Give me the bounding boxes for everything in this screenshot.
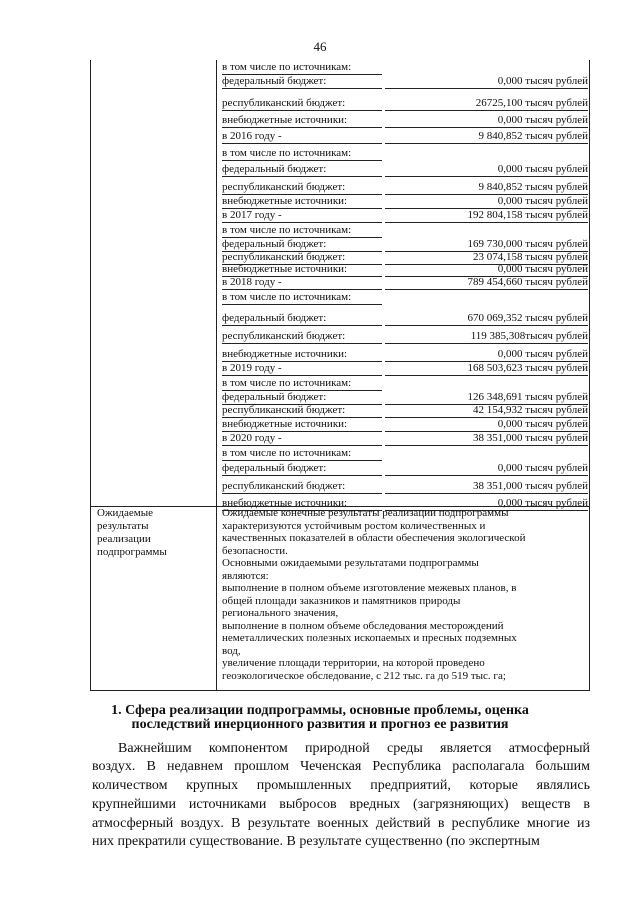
budget-row-value: 670 069,352 тысяч рублей xyxy=(385,312,588,326)
results-text-line: неметаллических полезных ископаемых и пресных подземных xyxy=(222,632,517,644)
results-text-line: регионального значения, xyxy=(222,607,339,619)
budget-row-label: в том числе по источникам: xyxy=(222,147,382,161)
body-line: количеством крупных промышленных предприятий, которые являлись xyxy=(92,778,590,793)
budget-row-value: 0,000 тысяч рублей xyxy=(385,497,588,511)
budget-row-value: 168 503,623 тысяч рублей xyxy=(385,362,588,376)
results-text-line: характеризуются устойчивым ростом количественных и xyxy=(222,519,486,532)
budget-row-label: внебюджетные источники: xyxy=(222,348,382,362)
budget-row-value: 119 385,308тысяч рублей xyxy=(385,330,588,344)
budget-row-value: 169 730,000 тысяч рублей xyxy=(385,238,588,252)
budget-row-value: 0,000 тысяч рублей xyxy=(385,75,588,89)
results-text-line: Основными ожидаемыми результатами подпрограммы xyxy=(222,557,479,569)
results-label-line: Ожидаемые xyxy=(97,507,154,519)
budget-row-label: федеральный бюджет: xyxy=(222,312,382,326)
budget-row-label: в том числе по источникам: xyxy=(222,224,382,238)
body-line: крупнейшими источниками выбросов вредных (загрязняющих) веществ в xyxy=(92,797,590,812)
budget-row-label: в том числе по источникам: xyxy=(222,447,382,461)
budget-row-label: внебюджетные источники: xyxy=(222,497,382,511)
results-label xyxy=(97,507,212,559)
budget-row-label: республиканский бюджет: xyxy=(222,480,382,494)
budget-row-value: 9 840,852 тысяч рублей xyxy=(385,130,588,144)
budget-row-label: федеральный бюджет: xyxy=(222,75,382,89)
budget-row-value: 0,000 тысяч рублей xyxy=(385,462,588,476)
budget-row-value: 0,000 тысяч рублей xyxy=(385,195,588,209)
budget-row-label: внебюджетные источники: xyxy=(222,114,382,128)
budget-row-value: 38 351,000 тысяч рублей xyxy=(385,480,588,494)
budget-row-label: внебюджетные источники: xyxy=(222,418,382,432)
body-line: Важнейшим компонентом природной среды является атмосферный xyxy=(118,741,590,756)
body-line: воздух. В недавнем прошлом Чеченская Республика располагала большим xyxy=(92,759,590,774)
budget-row-label: в том числе по источникам: xyxy=(222,377,382,391)
budget-row-label: в 2017 году - xyxy=(222,209,382,223)
page-number: 46 xyxy=(313,39,327,54)
budget-row-label: федеральный бюджет: xyxy=(222,238,382,252)
budget-row-label: в том числе по источникам: xyxy=(222,61,382,75)
results-label-line: реализации xyxy=(97,533,151,545)
budget-row-label: республиканский бюджет: xyxy=(222,330,382,344)
budget-row-value: 192 804,158 тысяч рублей xyxy=(385,209,588,223)
results-text-line: Ожидаемые конечные результаты реализации подпрограммы xyxy=(222,507,509,519)
budget-row-label: федеральный бюджет: xyxy=(222,462,382,476)
results-text-line: выполнение в полном объеме изготовление межевых планов, в xyxy=(222,582,517,594)
budget-row-value: 0,000 тысяч рублей xyxy=(385,348,588,362)
budget-row-value: 9 840,852 тысяч рублей xyxy=(385,181,588,195)
budget-row-label: республиканский бюджет: xyxy=(222,251,382,265)
budget-row-value: 126 348,691 тысяч рублей xyxy=(385,391,588,405)
budget-row-label: внебюджетные источники: xyxy=(222,263,382,277)
results-text-line: выполнение в полном объеме обследования месторождений xyxy=(222,619,504,632)
budget-row-label: в том числе по источникам: xyxy=(222,291,382,305)
results-text-line: геоэкологическое обследование, с 212 тыс. га до 519 тыс. га; xyxy=(222,669,506,682)
budget-row-value: 38 351,000 тысяч рублей xyxy=(385,432,588,446)
results-text xyxy=(222,507,584,682)
budget-row-label: в 2018 году - xyxy=(222,276,382,290)
results-label-line: результаты xyxy=(97,520,149,532)
budget-row-label: республиканский бюджет: xyxy=(222,404,382,418)
budget-row-label: республиканский бюджет: xyxy=(222,181,382,195)
results-text-line: вод, xyxy=(222,644,241,657)
budget-row-value: 0,000 тысяч рублей xyxy=(385,163,588,177)
budget-row-label: федеральный бюджет: xyxy=(222,391,382,405)
budget-row-value: 26725,100 тысяч рублей xyxy=(385,97,588,111)
results-text-line: являются: xyxy=(222,569,269,582)
budget-row-value: 0,000 тысяч рублей xyxy=(385,114,588,128)
budget-row-label: федеральный бюджет: xyxy=(222,163,382,177)
results-label-line: подпрограммы xyxy=(97,546,167,558)
budget-row-value: 0,000 тысяч рублей xyxy=(385,418,588,432)
results-text-line: увеличение площади территории, на которой проведено xyxy=(222,657,485,669)
budget-row-value: 789 454,660 тысяч рублей xyxy=(385,276,588,290)
budget-row-value: 23 074,158 тысяч рублей xyxy=(385,251,588,265)
budget-row-label: республиканский бюджет: xyxy=(222,97,382,111)
body-line: них прекратили существование. В результате существенно (по экспертным xyxy=(92,834,540,849)
body-line: атмосферный воздух. В результате военных действий в республике многие из xyxy=(92,816,590,831)
heading-line: последствий инерционного развития и прогноз ее развития xyxy=(131,717,509,732)
results-text-line: общей площади заказников и памятников природы xyxy=(222,594,461,607)
heading-line: 1. Сфера реализации подпрограммы, основные проблемы, оценка xyxy=(111,703,529,718)
budget-row-value: 42 154,932 тысяч рублей xyxy=(385,404,588,418)
budget-row-label: в 2016 году - xyxy=(222,130,382,144)
budget-row-label: в 2020 году - xyxy=(222,432,382,446)
results-text-line: качественных показателей в области обеспечения экологической xyxy=(222,532,526,544)
results-text-line: безопасности. xyxy=(222,544,288,557)
budget-row-value: 0,000 тысяч рублей xyxy=(385,263,588,277)
column-divider xyxy=(216,60,217,690)
budget-row-label: в 2019 году - xyxy=(222,362,382,376)
budget-row-label: внебюджетные источники: xyxy=(222,195,382,209)
